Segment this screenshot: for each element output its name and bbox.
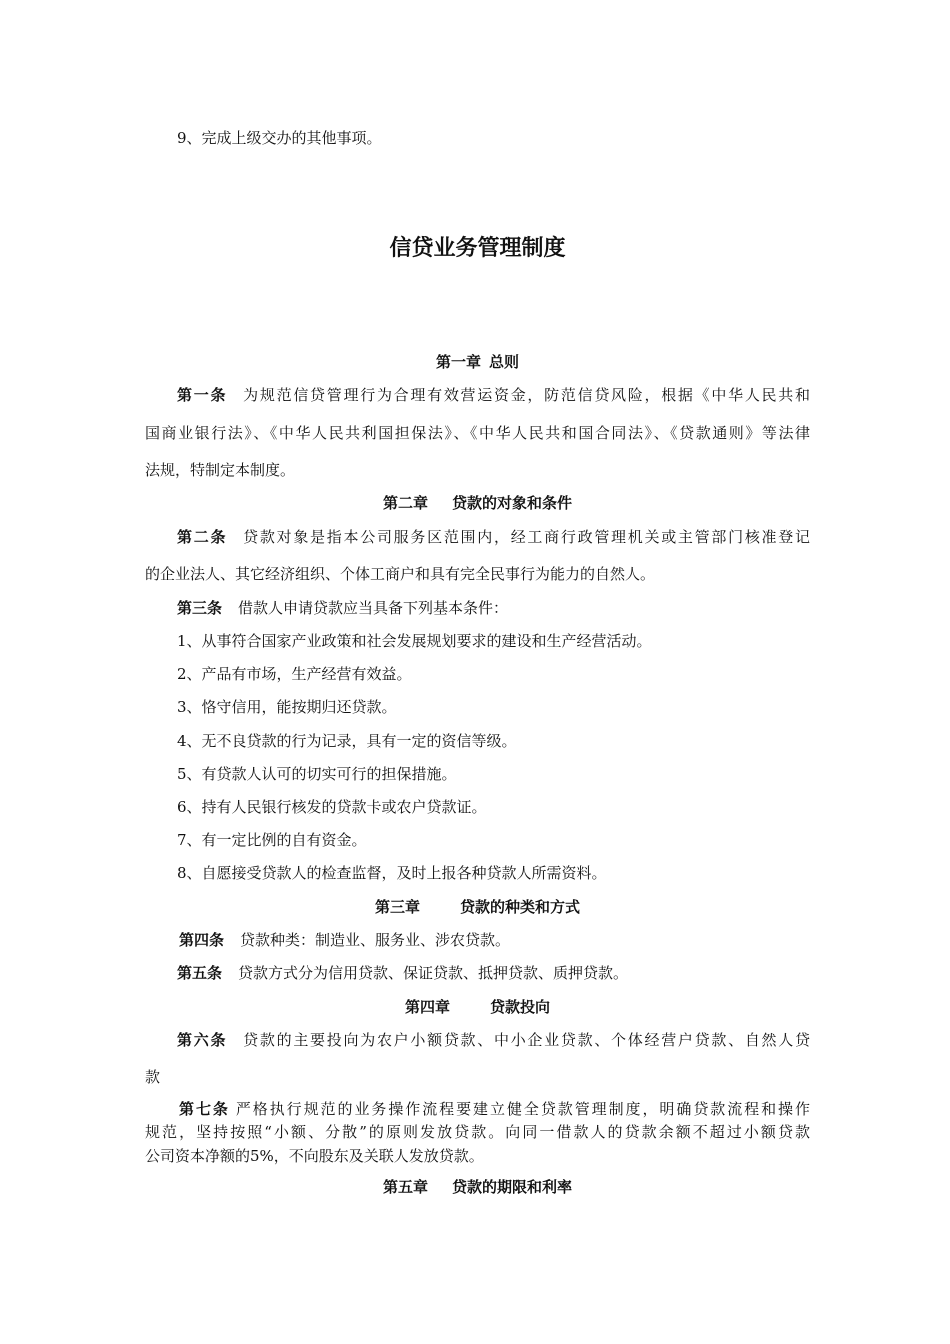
article-label: 第二条 bbox=[177, 528, 228, 546]
article-label: 第五条 bbox=[177, 964, 223, 982]
article-label: 第四条 bbox=[179, 931, 225, 949]
chapter-title: 贷款的期限和利率 bbox=[452, 1178, 573, 1196]
list-item-9: 9、完成上级交办的其他事项。 bbox=[177, 129, 382, 147]
condition-item: 8、自愿接受贷款人的检查监督，及时上报各种贷款人所需资料。 bbox=[177, 864, 607, 882]
article-4 bbox=[179, 930, 844, 950]
article-7-line-2: 规范，坚持按照“小额、分散”的原则发放贷款。向同一借款人的贷款余额不超过小额贷款 bbox=[145, 1123, 810, 1141]
article-7-line-1 bbox=[179, 1099, 810, 1119]
condition-item: 1、从事符合国家产业政策和社会发展规划要求的建设和生产经营活动。 bbox=[177, 632, 652, 650]
article-label: 第三条 bbox=[177, 599, 223, 617]
article-2-line-1 bbox=[177, 527, 810, 547]
article-7-line-3: 公司资本净额的5%，不向股东及关联人发放贷款。 bbox=[145, 1147, 484, 1165]
article-6-line-1 bbox=[177, 1030, 810, 1050]
chapter-number: 第五章 bbox=[382, 1178, 428, 1196]
chapter-4-heading bbox=[145, 997, 810, 1017]
article-text: 贷款的主要投向为农户小额贷款、中小企业贷款、个体经营户贷款、自然人贷 bbox=[243, 1031, 810, 1049]
article-label: 第六条 bbox=[177, 1031, 228, 1049]
chapter-title: 贷款的种类和方式 bbox=[460, 898, 581, 916]
chapter-2-heading bbox=[145, 493, 810, 513]
condition-item: 3、恪守信用，能按期归还贷款。 bbox=[177, 698, 397, 716]
condition-item: 5、有贷款人认可的切实可行的担保措施。 bbox=[177, 765, 457, 783]
condition-item: 6、持有人民银行核发的贷款卡或农户贷款证。 bbox=[177, 798, 487, 816]
chapter-number: 第三章 bbox=[374, 898, 420, 916]
condition-item: 7、有一定比例的自有资金。 bbox=[177, 831, 367, 849]
article-1-line-2: 国商业银行法》、《中华人民共利国担保法》、《中华人民共和国合同法》、《贷款通则》等法律 bbox=[145, 424, 810, 442]
article-3-line-1 bbox=[177, 598, 810, 618]
article-text: 贷款种类：制造业、服务业、涉农贷款。 bbox=[240, 931, 511, 949]
article-text: 借款人申请贷款应当具备下列基本条件： bbox=[238, 599, 509, 617]
article-text: 严格执行规范的业务操作流程要建立健全贷款管理制度，明确贷款流程和操作 bbox=[235, 1100, 810, 1118]
chapter-number: 第一章 bbox=[435, 353, 481, 371]
article-text: 贷款方式分为信用贷款、保证贷款、抵押贷款、质押贷款。 bbox=[238, 964, 629, 982]
chapter-number: 第四章 bbox=[404, 998, 450, 1016]
chapter-5-heading bbox=[145, 1177, 810, 1197]
article-5 bbox=[177, 963, 810, 983]
chapter-number: 第二章 bbox=[382, 494, 428, 512]
article-6-line-2: 款 bbox=[145, 1068, 161, 1086]
article-label: 第七条 bbox=[179, 1100, 230, 1118]
article-2-line-2: 的企业法人、其它经济组织、个体工商户和具有完全民事行为能力的自然人。 bbox=[145, 565, 656, 583]
article-1-line-3: 法规，特制定本制度。 bbox=[145, 461, 296, 479]
article-label: 第一条 bbox=[177, 386, 228, 404]
chapter-title: 总则 bbox=[489, 353, 520, 371]
chapter-3-heading bbox=[145, 897, 810, 917]
condition-item: 4、无不良贷款的行为记录，具有一定的资信等级。 bbox=[177, 732, 517, 750]
document-title: 信贷业务管理制度 bbox=[389, 236, 566, 261]
article-text: 贷款对象是指本公司服务区范围内，经工商行政管理机关或主管部门核准登记 bbox=[243, 528, 810, 546]
article-text: 为规范信贷管理行为合理有效营运资金，防范信贷风险，根据《中华人民共和 bbox=[243, 386, 810, 404]
chapter-title: 贷款的对象和条件 bbox=[452, 494, 573, 512]
condition-item: 2、产品有市场，生产经营有效益。 bbox=[177, 665, 412, 683]
chapter-1-heading bbox=[145, 352, 810, 372]
article-1-line-1 bbox=[177, 385, 810, 405]
chapter-title: 贷款投向 bbox=[490, 998, 551, 1016]
